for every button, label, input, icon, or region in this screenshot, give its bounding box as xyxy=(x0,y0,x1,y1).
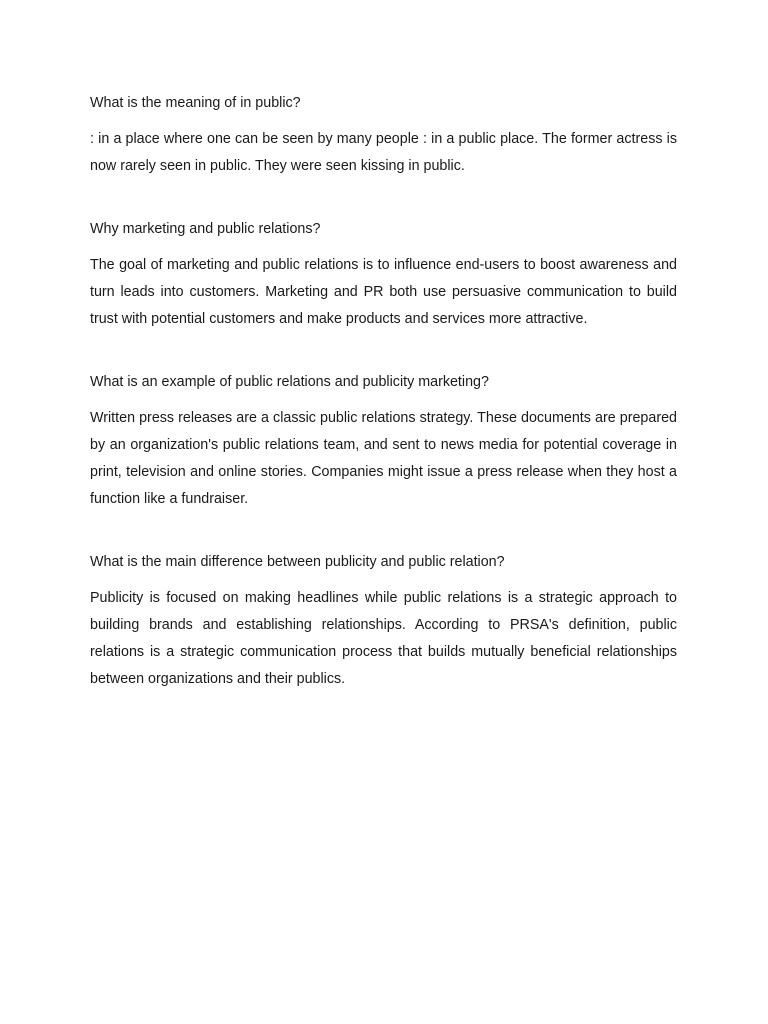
question-heading: What is the meaning of in public? xyxy=(90,95,301,111)
qa-section-publicity-vs-pr xyxy=(90,549,677,693)
answer-paragraph: Written press releases are a classic public relations strategy. These documents are prepared by an organization's public relations team, and sent to news media for potential coverage in print, television and online stories. Companies might issue a press release when they host a function like a fundraiser. xyxy=(90,410,677,507)
question-heading: What is an example of public relations and publicity marketing? xyxy=(90,374,489,390)
answer-paragraph: The goal of marketing and public relations is to influence end-users to boost awareness and turn leads into customers. Marketing and PR both use persuasive communication to build trust with potential customers and make products and services more attractive. xyxy=(90,257,677,327)
qa-section-why-marketing-pr xyxy=(90,216,677,333)
document-body xyxy=(90,90,677,729)
qa-section-meaning-in-public xyxy=(90,90,677,180)
qa-section-pr-example xyxy=(90,369,677,513)
answer-paragraph: : in a place where one can be seen by many people : in a public place. The former actress is now rarely seen in public. They were seen kissing in public. xyxy=(90,131,677,174)
question-heading: Why marketing and public relations? xyxy=(90,221,321,237)
question-heading: What is the main difference between publicity and public relation? xyxy=(90,554,505,570)
answer-paragraph: Publicity is focused on making headlines while public relations is a strategic approach to building brands and establishing relationships. According to PRSA's definition, public relations is a strategic communication process that builds mutually beneficial relationships between organizations and their publics. xyxy=(90,590,677,687)
